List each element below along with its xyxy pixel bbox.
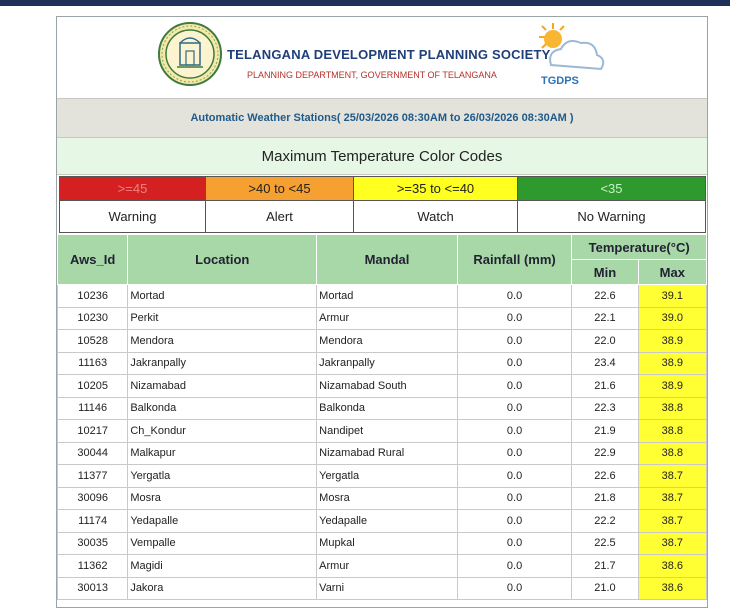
table-row (58, 352, 707, 375)
mandal-cell: Jakranpally (317, 352, 458, 375)
table-row (58, 487, 707, 510)
aws-id-cell: 11146 (58, 397, 128, 420)
max-temp-cell: 38.8 (638, 420, 706, 443)
brand-name: TGDPS (541, 75, 579, 87)
table-row (58, 307, 707, 330)
location-cell: Mosra (128, 487, 317, 510)
aws-id-cell: 30096 (58, 487, 128, 510)
rainfall-cell: 0.0 (457, 487, 572, 510)
table-row (58, 532, 707, 555)
location-cell: Ch_Kondur (128, 420, 317, 443)
aws-id-cell: 10230 (58, 307, 128, 330)
min-temp-cell: 22.5 (572, 532, 638, 555)
telangana-seal-logo (157, 21, 223, 87)
aws-id-cell: 30035 (58, 532, 128, 555)
col-header-mandal: Mandal (317, 235, 458, 285)
rainfall-cell: 0.0 (457, 352, 572, 375)
aws-id-cell: 11174 (58, 510, 128, 533)
mandal-cell: Balkonda (317, 397, 458, 420)
table-row (58, 555, 707, 578)
rainfall-cell: 0.0 (457, 465, 572, 488)
min-temp-cell: 22.0 (572, 330, 638, 353)
location-cell: Perkit (128, 307, 317, 330)
table-row (58, 397, 707, 420)
mandal-cell: Mortad (317, 285, 458, 308)
period-bar: Automatic Weather Stations( 25/03/2026 08:30AM to 26/03/2026 08:30AM ) (57, 98, 707, 138)
aws-id-cell: 30013 (58, 577, 128, 600)
location-cell: Balkonda (128, 397, 317, 420)
mandal-cell: Armur (317, 307, 458, 330)
rainfall-cell: 0.0 (457, 330, 572, 353)
min-temp-cell: 22.3 (572, 397, 638, 420)
col-header-location: Location (128, 235, 317, 285)
weather-station-table (57, 234, 707, 600)
max-temp-cell: 38.7 (638, 532, 706, 555)
legend-range-watch: >=35 to <=40 (354, 177, 518, 201)
legend-label-warning: Warning (60, 201, 206, 233)
max-temp-cell: 38.7 (638, 465, 706, 488)
max-temp-cell: 38.8 (638, 397, 706, 420)
mandal-cell: Armur (317, 555, 458, 578)
table-row (58, 442, 707, 465)
mandal-cell: Mosra (317, 487, 458, 510)
mandal-cell: Nizamabad South (317, 375, 458, 398)
table-row (58, 465, 707, 488)
location-cell: Mendora (128, 330, 317, 353)
min-temp-cell: 21.7 (572, 555, 638, 578)
table-row (58, 375, 707, 398)
col-header-min: Min (572, 260, 638, 285)
org-subtitle: PLANNING DEPARTMENT, GOVERNMENT OF TELANGANA (247, 70, 497, 80)
org-title: TELANGANA DEVELOPMENT PLANNING SOCIETY (227, 47, 551, 62)
legend-label-no-warning: No Warning (518, 201, 706, 233)
legend-range-warning: >=45 (60, 177, 206, 201)
aws-id-cell: 30044 (58, 442, 128, 465)
legend-label-watch: Watch (354, 201, 518, 233)
mandal-cell: Yergatla (317, 465, 458, 488)
report-header (57, 17, 707, 97)
aws-id-cell: 10236 (58, 285, 128, 308)
legend-range-no-warning: <35 (518, 177, 706, 201)
legend-label-alert: Alert (206, 201, 354, 233)
max-temp-cell: 39.1 (638, 285, 706, 308)
max-temp-cell: 38.6 (638, 555, 706, 578)
rainfall-cell: 0.0 (457, 420, 572, 443)
legend-range-alert: >40 to <45 (206, 177, 354, 201)
min-temp-cell: 22.6 (572, 285, 638, 308)
aws-id-cell: 11377 (58, 465, 128, 488)
location-cell: Yergatla (128, 465, 317, 488)
legend-title: Maximum Temperature Color Codes (57, 138, 707, 175)
max-temp-cell: 38.7 (638, 487, 706, 510)
rainfall-cell: 0.0 (457, 375, 572, 398)
aws-id-cell: 10205 (58, 375, 128, 398)
max-temp-cell: 38.9 (638, 330, 706, 353)
min-temp-cell: 21.8 (572, 487, 638, 510)
report-frame (56, 16, 708, 608)
rainfall-cell: 0.0 (457, 397, 572, 420)
max-temp-cell: 39.0 (638, 307, 706, 330)
mandal-cell: Yedapalle (317, 510, 458, 533)
mandal-cell: Nizamabad Rural (317, 442, 458, 465)
aws-id-cell: 10528 (58, 330, 128, 353)
mandal-cell: Mupkal (317, 532, 458, 555)
location-cell: Malkapur (128, 442, 317, 465)
table-row (58, 285, 707, 308)
color-code-legend (59, 176, 706, 233)
location-cell: Vempalle (128, 532, 317, 555)
col-header-max: Max (638, 260, 706, 285)
min-temp-cell: 23.4 (572, 352, 638, 375)
min-temp-cell: 22.2 (572, 510, 638, 533)
col-header-aws-id: Aws_Id (58, 235, 128, 285)
aws-id-cell: 11163 (58, 352, 128, 375)
rainfall-cell: 0.0 (457, 307, 572, 330)
table-row (58, 420, 707, 443)
min-temp-cell: 21.6 (572, 375, 638, 398)
location-cell: Jakora (128, 577, 317, 600)
rainfall-cell: 0.0 (457, 577, 572, 600)
location-cell: Jakranpally (128, 352, 317, 375)
mandal-cell: Nandipet (317, 420, 458, 443)
top-bar (0, 0, 730, 6)
col-header-temperature: Temperature(°C) (572, 235, 707, 260)
min-temp-cell: 21.0 (572, 577, 638, 600)
rainfall-cell: 0.0 (457, 555, 572, 578)
rainfall-cell: 0.0 (457, 532, 572, 555)
mandal-cell: Mendora (317, 330, 458, 353)
rainfall-cell: 0.0 (457, 510, 572, 533)
location-cell: Yedapalle (128, 510, 317, 533)
rainfall-cell: 0.0 (457, 442, 572, 465)
max-temp-cell: 38.8 (638, 442, 706, 465)
col-header-rainfall: Rainfall (mm) (457, 235, 572, 285)
table-row (58, 577, 707, 600)
max-temp-cell: 38.7 (638, 510, 706, 533)
table-row (58, 330, 707, 353)
min-temp-cell: 21.9 (572, 420, 638, 443)
mandal-cell: Varni (317, 577, 458, 600)
max-temp-cell: 38.9 (638, 352, 706, 375)
table-row (58, 510, 707, 533)
max-temp-cell: 38.6 (638, 577, 706, 600)
rainfall-cell: 0.0 (457, 285, 572, 308)
aws-id-cell: 10217 (58, 420, 128, 443)
location-cell: Magidi (128, 555, 317, 578)
max-temp-cell: 38.9 (638, 375, 706, 398)
min-temp-cell: 22.9 (572, 442, 638, 465)
location-cell: Nizamabad (128, 375, 317, 398)
aws-id-cell: 11362 (58, 555, 128, 578)
min-temp-cell: 22.6 (572, 465, 638, 488)
location-cell: Mortad (128, 285, 317, 308)
min-temp-cell: 22.1 (572, 307, 638, 330)
